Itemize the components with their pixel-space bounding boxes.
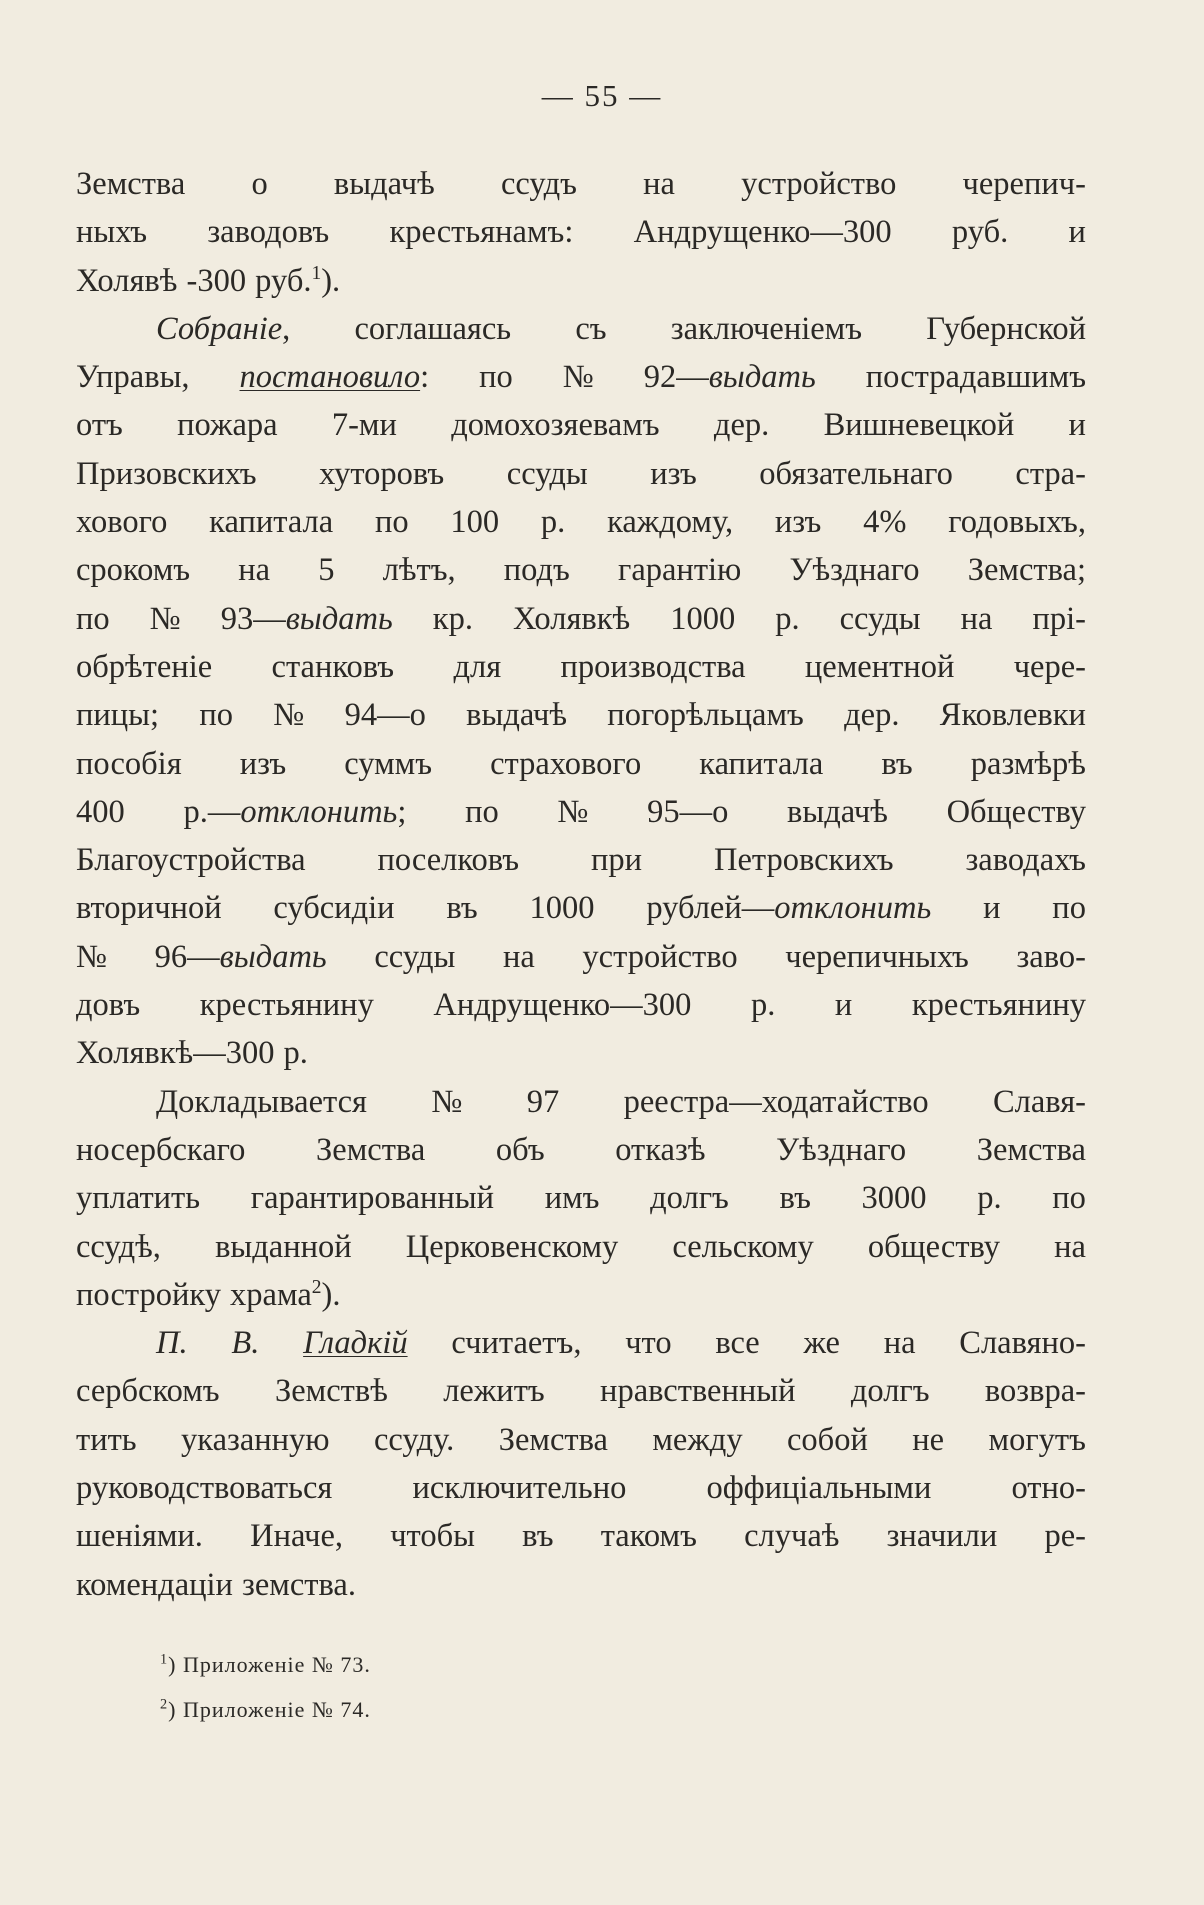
word: производства bbox=[560, 648, 746, 685]
word: гарантированный bbox=[250, 1180, 495, 1217]
word: Земства bbox=[316, 1131, 426, 1168]
word: 97 bbox=[526, 1083, 560, 1120]
word: въ bbox=[779, 1180, 811, 1217]
word: Яковлевки bbox=[939, 697, 1086, 734]
body-text bbox=[76, 160, 1086, 1609]
word: Собраніе, bbox=[156, 310, 291, 347]
footnote bbox=[160, 1687, 371, 1732]
word: руководствоваться bbox=[76, 1470, 333, 1507]
word: пострадавшимъ bbox=[865, 359, 1086, 396]
word: и bbox=[1068, 214, 1086, 251]
text-line bbox=[76, 160, 1086, 208]
word: Земствѣ bbox=[274, 1373, 388, 1410]
word: Иначе, bbox=[250, 1518, 343, 1555]
word: дер. bbox=[713, 407, 770, 444]
word: возвра- bbox=[984, 1373, 1086, 1410]
word: могутъ bbox=[988, 1421, 1086, 1458]
word: р. bbox=[750, 987, 776, 1024]
word: 95—о bbox=[647, 793, 729, 830]
word: уплатить bbox=[76, 1180, 201, 1217]
word: выдачѣ bbox=[787, 793, 888, 830]
word: ре- bbox=[1044, 1518, 1086, 1555]
word: -300 bbox=[186, 262, 247, 299]
word: страхового bbox=[490, 745, 642, 782]
footnote-mark: 2 bbox=[160, 1696, 169, 1713]
word: суммъ bbox=[344, 745, 433, 782]
word: Призовскихъ bbox=[76, 455, 257, 492]
word: Славяно- bbox=[959, 1325, 1086, 1362]
text-line bbox=[76, 1512, 1086, 1560]
word: все bbox=[715, 1325, 760, 1362]
text-line bbox=[76, 836, 1086, 884]
word: собой bbox=[787, 1421, 868, 1458]
text-line bbox=[76, 1367, 1086, 1415]
word: черепичныхъ bbox=[785, 938, 969, 975]
word: Холявкѣ—300 bbox=[76, 1035, 275, 1072]
word: обрѣтеніе bbox=[76, 648, 213, 685]
word: подъ bbox=[503, 552, 570, 589]
footnote-ref: 2 bbox=[311, 1277, 322, 1298]
word: 1000 bbox=[529, 890, 595, 927]
word: Славя- bbox=[992, 1083, 1086, 1120]
word: обществу bbox=[867, 1228, 1001, 1265]
text-line bbox=[76, 401, 1086, 449]
word: гарантію bbox=[618, 552, 742, 589]
word: по bbox=[479, 359, 513, 396]
word: считаетъ, bbox=[451, 1325, 582, 1362]
word: тить bbox=[76, 1421, 137, 1458]
word: значили bbox=[886, 1518, 998, 1555]
word: черепич- bbox=[962, 166, 1086, 202]
word: реестра—ходатайство bbox=[623, 1083, 929, 1120]
word: на bbox=[238, 552, 271, 589]
footnote-text: ) Приложеніе № 73. bbox=[168, 1652, 371, 1677]
text-line bbox=[76, 208, 1086, 256]
word: по bbox=[76, 600, 110, 637]
word: кр. bbox=[432, 600, 473, 637]
paragraph bbox=[76, 160, 1086, 305]
word: лѣтъ, bbox=[382, 552, 456, 589]
word: капитала bbox=[209, 504, 334, 541]
word: указанную bbox=[181, 1421, 330, 1458]
word: пожара bbox=[177, 407, 278, 444]
word: Андрущенко—300 bbox=[633, 214, 892, 251]
text-line bbox=[76, 1319, 1086, 1367]
word: исключительно bbox=[412, 1470, 627, 1507]
word: Холявѣ bbox=[76, 262, 178, 299]
text-line bbox=[76, 1029, 1086, 1077]
word: такомъ bbox=[600, 1518, 697, 1555]
word: изъ bbox=[650, 455, 697, 492]
text-line bbox=[76, 691, 1086, 739]
word: 3000 bbox=[861, 1180, 927, 1217]
word: заводовъ bbox=[207, 214, 330, 251]
word: Андрущенко—300 bbox=[433, 987, 692, 1024]
footnote-mark: 1 bbox=[160, 1651, 169, 1668]
word: изъ bbox=[774, 504, 822, 541]
word: постройку bbox=[76, 1276, 221, 1313]
word: Докладывается bbox=[156, 1083, 367, 1120]
word: домохозяевамъ bbox=[451, 407, 660, 444]
word: долгъ bbox=[650, 1180, 729, 1217]
word: на bbox=[502, 938, 535, 975]
word: крестьянамъ: bbox=[389, 214, 574, 251]
word: на bbox=[1054, 1228, 1086, 1265]
text-line bbox=[76, 884, 1086, 932]
word: р. bbox=[977, 1180, 1002, 1217]
footnote-ref: 1 bbox=[311, 262, 322, 284]
word: же bbox=[803, 1325, 840, 1362]
text-line bbox=[76, 1561, 1086, 1609]
footnotes bbox=[160, 1642, 371, 1732]
word: изъ bbox=[239, 745, 287, 782]
word: лежитъ bbox=[443, 1373, 545, 1410]
text-line bbox=[76, 1223, 1086, 1271]
word: имъ bbox=[544, 1180, 600, 1217]
text-line bbox=[76, 1078, 1086, 1126]
word: при bbox=[591, 842, 643, 879]
word: Гладкій bbox=[303, 1325, 408, 1362]
word: храма$^2$). bbox=[230, 1276, 341, 1313]
word: срокомъ bbox=[76, 552, 191, 589]
text-line bbox=[76, 1271, 1086, 1319]
footnote-text: ) Приложеніе № 74. bbox=[168, 1697, 371, 1722]
word: ссуды bbox=[506, 455, 588, 492]
paragraph bbox=[76, 305, 1086, 1078]
word: пособія bbox=[76, 745, 182, 782]
word: по bbox=[199, 697, 233, 734]
word: 5 bbox=[318, 552, 335, 589]
word: земства. bbox=[242, 1566, 356, 1603]
text-line bbox=[76, 498, 1086, 546]
word: между bbox=[652, 1421, 743, 1458]
word: вторичной bbox=[76, 890, 222, 927]
word: для bbox=[453, 648, 502, 685]
word: Холявкѣ bbox=[512, 600, 631, 637]
word: сельскому bbox=[672, 1228, 814, 1265]
word: р. bbox=[540, 504, 566, 541]
word: шеніями. bbox=[76, 1518, 203, 1555]
word: довъ bbox=[76, 987, 141, 1024]
word: долгъ bbox=[850, 1373, 930, 1410]
text-line bbox=[76, 353, 1086, 401]
word: носербскаго bbox=[76, 1131, 246, 1168]
word: постановило: bbox=[239, 359, 430, 396]
word: № bbox=[149, 600, 181, 637]
word: поселковъ bbox=[377, 842, 520, 879]
word: размѣрѣ bbox=[970, 745, 1086, 782]
word: и bbox=[983, 890, 1001, 927]
word: обязательнаго bbox=[759, 455, 953, 492]
word: № bbox=[273, 697, 305, 734]
word: чере- bbox=[1013, 648, 1086, 685]
word: Губернской bbox=[926, 310, 1086, 347]
word: ссуду. bbox=[374, 1421, 455, 1458]
word: пицы; bbox=[76, 697, 160, 734]
word: 1000 bbox=[670, 600, 736, 637]
word: по bbox=[1052, 1180, 1086, 1217]
word: хового bbox=[76, 504, 168, 541]
word: Уѣзднаго bbox=[789, 552, 920, 589]
word: 92—выдать bbox=[643, 359, 816, 396]
word: Земства bbox=[76, 166, 186, 202]
text-line bbox=[76, 643, 1086, 691]
word: ссудѣ, bbox=[76, 1228, 161, 1265]
text-line bbox=[76, 1464, 1086, 1512]
word: на bbox=[883, 1325, 916, 1362]
text-line bbox=[76, 1174, 1086, 1222]
text-line bbox=[76, 740, 1086, 788]
word: № bbox=[562, 359, 594, 396]
word: Благоустройства bbox=[76, 842, 306, 879]
word: Церковенскому bbox=[405, 1228, 619, 1265]
word: капитала bbox=[699, 745, 824, 782]
paragraph bbox=[76, 1078, 1086, 1319]
word: отъ bbox=[76, 407, 123, 444]
word: выданной bbox=[215, 1228, 352, 1265]
word: р.—отклонить; bbox=[183, 793, 407, 830]
word: 7-ми bbox=[331, 407, 397, 444]
word: П. bbox=[156, 1325, 188, 1362]
word: Земства bbox=[976, 1131, 1086, 1168]
word: отказѣ bbox=[615, 1131, 706, 1168]
word: станковъ bbox=[271, 648, 395, 685]
text-line bbox=[76, 546, 1086, 594]
word: 100 bbox=[450, 504, 500, 541]
word: и bbox=[834, 987, 853, 1024]
word: комендаціи bbox=[76, 1566, 233, 1603]
word: на bbox=[960, 600, 993, 637]
word: съ bbox=[575, 310, 607, 347]
word: заво- bbox=[1016, 938, 1086, 975]
word: соглашаясь bbox=[354, 310, 512, 347]
word: Земства; bbox=[967, 552, 1086, 589]
word: заключеніемъ bbox=[670, 310, 863, 347]
word: Петровскихъ bbox=[713, 842, 894, 879]
word: нравственный bbox=[600, 1373, 796, 1410]
word: Управы, bbox=[76, 359, 190, 396]
word: сербскомъ bbox=[76, 1373, 220, 1410]
word: въ bbox=[881, 745, 913, 782]
word: дер. bbox=[844, 697, 900, 734]
word: Обществу bbox=[946, 793, 1086, 830]
word: устройство bbox=[582, 938, 738, 975]
paragraph bbox=[76, 1319, 1086, 1609]
word: погорѣльцамъ bbox=[607, 697, 804, 734]
word: устройство bbox=[741, 166, 897, 202]
word: 94—о bbox=[344, 697, 426, 734]
word: на bbox=[643, 166, 675, 202]
text-line bbox=[76, 1126, 1086, 1174]
text-line bbox=[76, 595, 1086, 643]
word: Вишневецкой bbox=[823, 407, 1015, 444]
word: отно- bbox=[1011, 1470, 1086, 1507]
word: прі- bbox=[1032, 600, 1086, 637]
word: 93—выдать bbox=[220, 600, 393, 637]
word: выдачѣ bbox=[466, 697, 567, 734]
word: каждому, bbox=[607, 504, 734, 541]
word: руб. bbox=[951, 214, 1009, 251]
word: р. bbox=[775, 600, 800, 637]
text-line bbox=[76, 1416, 1086, 1464]
word: чтобы bbox=[390, 1518, 475, 1555]
word: 4% bbox=[863, 504, 907, 541]
page-number: — 55 — bbox=[541, 78, 663, 113]
footnote bbox=[160, 1642, 371, 1687]
text-line bbox=[76, 981, 1086, 1029]
word: ссудъ bbox=[500, 166, 577, 202]
word: цементной bbox=[804, 648, 955, 685]
word: Уѣзднаго bbox=[776, 1131, 907, 1168]
word: Земства bbox=[498, 1421, 608, 1458]
word: № bbox=[557, 793, 589, 830]
word: оффиціальными bbox=[706, 1470, 932, 1507]
word: ссуды bbox=[839, 600, 921, 637]
word: хуторовъ bbox=[319, 455, 445, 492]
word: субсидіи bbox=[273, 890, 395, 927]
word: 400 bbox=[76, 793, 125, 830]
word: по bbox=[1052, 890, 1086, 927]
word: В. bbox=[231, 1325, 260, 1362]
word: годовыхъ, bbox=[948, 504, 1086, 541]
word: объ bbox=[495, 1131, 545, 1168]
word: случаѣ bbox=[744, 1518, 840, 1555]
word: ныхъ bbox=[76, 214, 148, 251]
word: по bbox=[465, 793, 499, 830]
word: не bbox=[912, 1421, 945, 1458]
word: крестьянину bbox=[911, 987, 1086, 1024]
word: р. bbox=[283, 1035, 308, 1072]
word: № bbox=[76, 938, 108, 975]
word: ссуды bbox=[374, 938, 456, 975]
word: руб.$^1$). bbox=[255, 262, 341, 299]
word: въ bbox=[446, 890, 478, 927]
word: выдачѣ bbox=[333, 166, 435, 202]
word: въ bbox=[522, 1518, 554, 1555]
word: и bbox=[1068, 407, 1086, 444]
word: по bbox=[374, 504, 409, 541]
text-line bbox=[76, 257, 1086, 305]
word: о bbox=[251, 166, 268, 202]
word: 96—выдать bbox=[154, 938, 327, 975]
text-line bbox=[76, 788, 1086, 836]
word: крестьянину bbox=[199, 987, 374, 1024]
text-line bbox=[76, 305, 1086, 353]
text-line bbox=[76, 450, 1086, 498]
word: стра- bbox=[1015, 455, 1086, 492]
word: заводахъ bbox=[965, 842, 1086, 879]
word: № bbox=[431, 1083, 463, 1120]
text-line bbox=[76, 933, 1086, 981]
word: что bbox=[625, 1325, 672, 1362]
word: рублей—отклонить bbox=[646, 890, 932, 927]
